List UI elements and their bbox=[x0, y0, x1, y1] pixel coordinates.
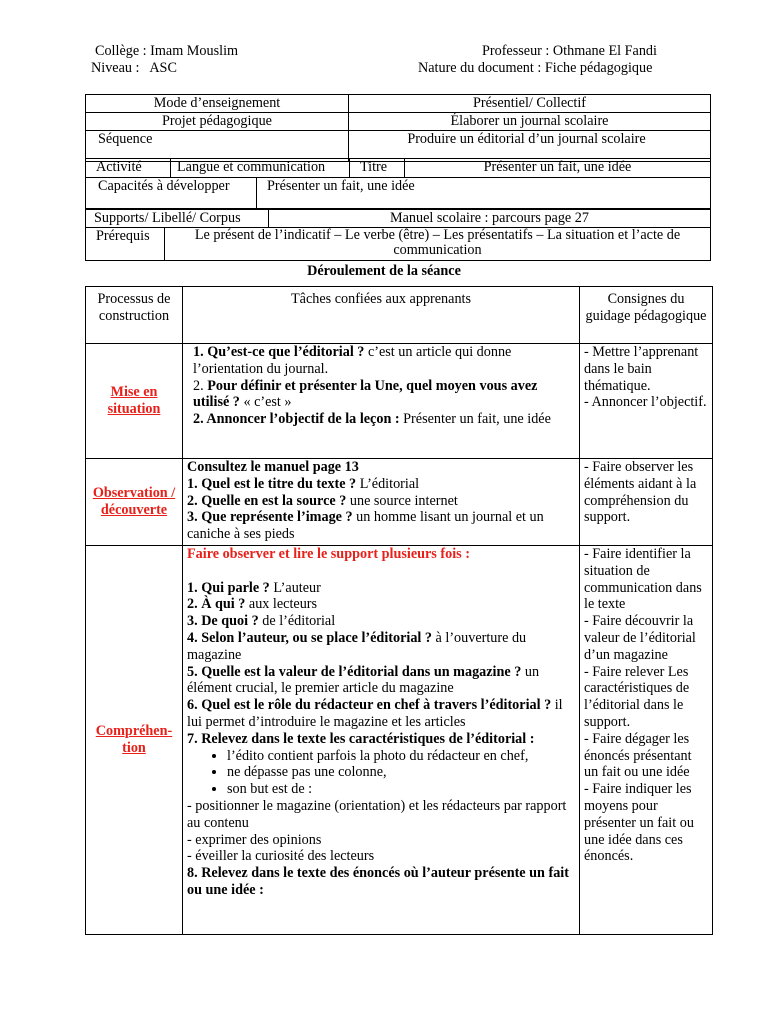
task-item bbox=[187, 493, 575, 510]
answer: à l’ouverture du magazine bbox=[187, 629, 527, 663]
question: 1. Qu’est-ce que l’éditorial ? bbox=[193, 344, 365, 360]
question: 2. À qui ? bbox=[187, 596, 246, 613]
capacities-value: Présenter un fait, une idée bbox=[257, 178, 711, 209]
task-item bbox=[187, 664, 575, 698]
list-item: • l’édito contient parfois la photo du rédacteur en chef, bbox=[227, 748, 575, 765]
task-intro: Faire observer et lire le support plusieurs fois : bbox=[187, 546, 470, 562]
task-intro: Consultez le manuel page 13 bbox=[187, 459, 359, 475]
task-item bbox=[187, 630, 575, 664]
project-value: Élaborer un journal scolaire bbox=[349, 112, 711, 130]
lesson-steps-table bbox=[85, 286, 713, 935]
task-item bbox=[193, 378, 575, 412]
column-header-tasks: Tâches confiées aux apprenants bbox=[183, 287, 580, 344]
lesson-info-table bbox=[85, 94, 711, 162]
task-item bbox=[193, 411, 575, 428]
answer: c’est un article qui donne l’orientation du journal. bbox=[193, 344, 512, 377]
question: 1. Quel est le titre du texte ? bbox=[187, 475, 357, 492]
stage-label bbox=[86, 546, 183, 935]
stage-label bbox=[86, 459, 183, 546]
sequence-value: Produire un éditorial d’un journal scolaire bbox=[349, 130, 711, 161]
supports-label: Supports/ Libellé/ Corpus bbox=[86, 210, 269, 228]
stage-text: Observation / découverte bbox=[92, 485, 176, 518]
question: 2. Quelle en est la source ? bbox=[187, 492, 347, 509]
tasks-cell bbox=[183, 546, 580, 935]
table-row bbox=[86, 344, 713, 459]
question: 4. Selon l’auteur, ou se place l’éditorial ? bbox=[187, 629, 432, 646]
list-item: - exprimer des opinions bbox=[187, 831, 322, 848]
task-item bbox=[187, 613, 575, 630]
capacities-label: Capacités à développer bbox=[86, 178, 257, 209]
stage-text: Mise en situation bbox=[107, 384, 161, 417]
mode-value: Présentiel/ Collectif bbox=[349, 95, 711, 113]
title-value: Présenter un fait, une idée bbox=[405, 159, 711, 178]
task-item bbox=[187, 596, 575, 613]
answer: « c’est » bbox=[239, 394, 292, 411]
supports-table bbox=[85, 209, 711, 228]
task-item bbox=[187, 697, 575, 731]
task-item bbox=[193, 344, 575, 378]
level-label: Niveau : ASC bbox=[91, 60, 177, 76]
table-row bbox=[86, 546, 713, 935]
capacities-table bbox=[85, 177, 711, 209]
answer: Présenter un fait, une idée bbox=[399, 411, 551, 428]
question: 8. Relevez dans le texte des énoncés où l’auteur présente un fait ou une idée : bbox=[187, 865, 569, 898]
question: 6. Quel est le rôle du rédacteur en chef à travers l’éditorial ? bbox=[187, 697, 552, 714]
tasks-cell bbox=[183, 459, 580, 546]
prerequisites-label: Prérequis bbox=[86, 228, 165, 261]
stage-label bbox=[86, 344, 183, 459]
instructions-cell: - Faire observer les éléments aidant à la compréhension du support. bbox=[580, 459, 713, 546]
task-item bbox=[187, 509, 575, 543]
answer: un élément crucial, le premier article du magazine bbox=[187, 663, 540, 697]
document-nature-label: Nature du document : Fiche pédagogique bbox=[418, 60, 653, 76]
question: 3. De quoi ? bbox=[187, 613, 259, 630]
question-number: 2. bbox=[193, 377, 208, 394]
tasks-cell bbox=[183, 344, 580, 459]
teacher-label: Professeur : Othmane El Fandi bbox=[482, 43, 657, 59]
instructions-cell: - Mettre l’apprenant dans le bain thématique. - Annoncer l’objectif. bbox=[580, 344, 713, 459]
sequence-label: Séquence bbox=[86, 130, 349, 161]
answer: L’éditorial bbox=[356, 475, 420, 492]
activity-value: Langue et communication bbox=[171, 159, 350, 178]
question: 1. Qui parle ? bbox=[187, 579, 270, 596]
list-item: • ne dépasse pas une colonne, bbox=[227, 764, 575, 781]
list-item: - éveiller la curiosité des lecteurs bbox=[187, 848, 375, 865]
prerequisites-value: Le présent de l’indicatif – Le verbe (être) – Les présentatifs – La situation et l’acte de communication bbox=[165, 228, 711, 261]
answer: un homme lisant un journal et un caniche à ses pieds bbox=[187, 509, 544, 543]
list-item: • son but est de : bbox=[227, 781, 575, 798]
table-row bbox=[86, 459, 713, 546]
activity-label: Activité bbox=[86, 159, 171, 178]
task-item bbox=[187, 476, 575, 493]
column-header-instructions: Consignes du guidage pédagogique bbox=[580, 287, 713, 344]
supports-value: Manuel scolaire : parcours page 27 bbox=[269, 210, 711, 228]
section-title: Déroulement de la séance bbox=[307, 263, 461, 279]
list-item: - positionner le magazine (orientation) et les rédacteurs par rapport au contenu bbox=[187, 797, 567, 831]
table-header-row bbox=[86, 287, 713, 344]
answer: de l’éditorial bbox=[258, 613, 336, 630]
project-label: Projet pédagogique bbox=[86, 112, 349, 130]
task-item bbox=[187, 580, 575, 597]
activity-table bbox=[85, 158, 711, 178]
question: 5. Quelle est la valeur de l’éditorial dans un magazine ? bbox=[187, 663, 522, 680]
college-label: Collège : Imam Mouslim bbox=[95, 43, 239, 59]
question: 7. Relevez dans le texte les caractéristiques de l’éditorial : bbox=[187, 730, 535, 747]
mode-label: Mode d’enseignement bbox=[86, 95, 349, 113]
answer: aux lecteurs bbox=[245, 596, 318, 613]
question: 2. Annoncer l’objectif de la leçon : bbox=[193, 411, 400, 428]
question: Pour définir et présenter la Une, quel moyen vous avez utilisé ? bbox=[193, 377, 538, 411]
title-label: Titre bbox=[350, 159, 405, 178]
answer: une source internet bbox=[346, 492, 458, 509]
prerequisites-table bbox=[85, 227, 711, 261]
question: 3. Que représente l’image ? bbox=[187, 509, 353, 526]
stage-text: Compréhen- tion bbox=[95, 723, 173, 756]
answer: L’auteur bbox=[269, 579, 321, 596]
instructions-cell: - Faire identifier la situation de communication dans le texte - Faire découvrir la valeur de l’éditorial d’un magazine - Faire relever Les caractéristiques de l’éditorial dans le support. - Faire dégager les énoncés présentant un fait ou une idée - Faire indiquer les moyens pour présenter un fait ou une idée dans ces énoncés. bbox=[580, 546, 713, 935]
answer: il lui permet d’introduire le magazine et les articles bbox=[187, 697, 563, 730]
characteristics-list bbox=[187, 748, 575, 798]
column-header-process: Processus de construction bbox=[86, 287, 183, 344]
